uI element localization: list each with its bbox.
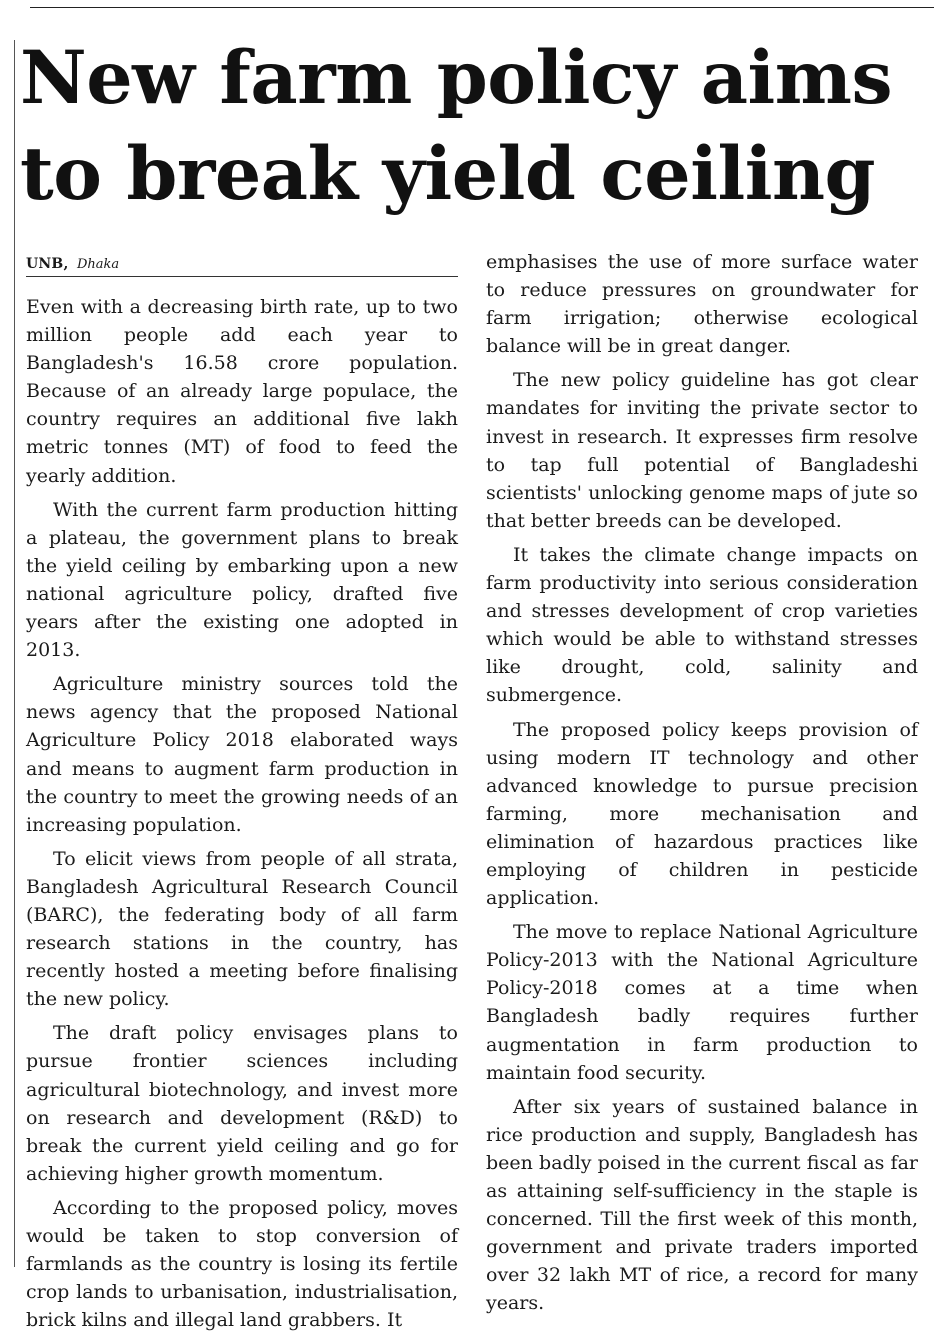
paragraph: The proposed policy keeps provision of using modern IT technology and other advanced knowledge to pursue precision farming, more mechanisation and elimination of hazardous practices like employing of children in pesticide application.	[486, 718, 918, 910]
paragraph: After six years of sustained balance in rice production and supply, Bangladesh has been badly poised in the current fiscal as far as attaining self-sufficiency in the staple is concerned. Till the first week of this month, government and private traders imported over 32 lakh MT of rice, a record for many years.	[486, 1095, 918, 1315]
paragraph: According to the proposed policy, moves would be taken to stop conversion of farmlands as the country is losing its fertile crop lands to urbanisation, industrialisation, brick kilns and illegal land grabbers. It	[26, 1196, 458, 1332]
byline-place: Dhaka	[76, 257, 120, 272]
paragraph: To elicit views from people of all strata, Bangladesh Agricultural Research Council (BARC), the federating body of all farm research stations in the country, has recently hosted a meeting before finalising the new policy.	[26, 847, 458, 1011]
paragraph: Even with a decreasing birth rate, up to two million people add each year to Bangladesh's 16.58 crore population. Because of an already large populace, the country requires an additional five lakh metric tonnes (MT) of food to feed the yearly addition.	[26, 296, 458, 487]
paragraph: Agriculture ministry sources told the news agency that the proposed National Agriculture Policy 2018 elaborated ways and means to augment farm production in the country to meet the growing needs of an increasing population.	[26, 673, 458, 836]
paragraph: With the current farm production hitting a plateau, the government plans to break the yield ceiling by embarking upon a new national agriculture policy, drafted five years after the existing one adopted in 2013.	[26, 498, 458, 662]
paragraph: The draft policy envisages plans to pursue frontier sciences including agricultural biotechnology, and invest more on research and development (R&D) to break the current yield ceiling and go for achieving higher growth momentum.	[26, 1022, 458, 1185]
headline-line-2: to break yield ceiling	[20, 131, 876, 217]
paragraph: It takes the climate change impacts on farm productivity into serious consideration and stresses development of crop varieties which would be able to withstand stresses like drought, cold, salinity and submergence.	[486, 543, 918, 707]
byline	[26, 254, 458, 277]
paragraph: emphasises the use of more surface water to reduce pressures on groundwater for farm irrigation; otherwise ecological balance will be in great danger.	[486, 251, 918, 358]
paragraph: The new policy guideline has got clear mandates for inviting the private sector to invest in research. It expresses firm resolve to tap full potential of Bangladeshi scientists' unlocking genome maps of jute so that better breeds can be developed.	[486, 369, 918, 532]
article-column-right	[486, 248, 918, 1323]
headline-line-1: New farm policy aims	[20, 35, 893, 121]
article-column-left	[26, 293, 458, 1340]
byline-agency: UNB,	[26, 256, 69, 272]
headline	[20, 30, 930, 222]
paragraph: The move to replace National Agriculture Policy-2013 with the National Agriculture Policy-2018 comes at a time when Bangladesh badly requires further augmentation in farm production to maintain food security.	[486, 921, 918, 1084]
left-column-rule	[14, 40, 15, 1267]
top-rule	[30, 7, 934, 8]
